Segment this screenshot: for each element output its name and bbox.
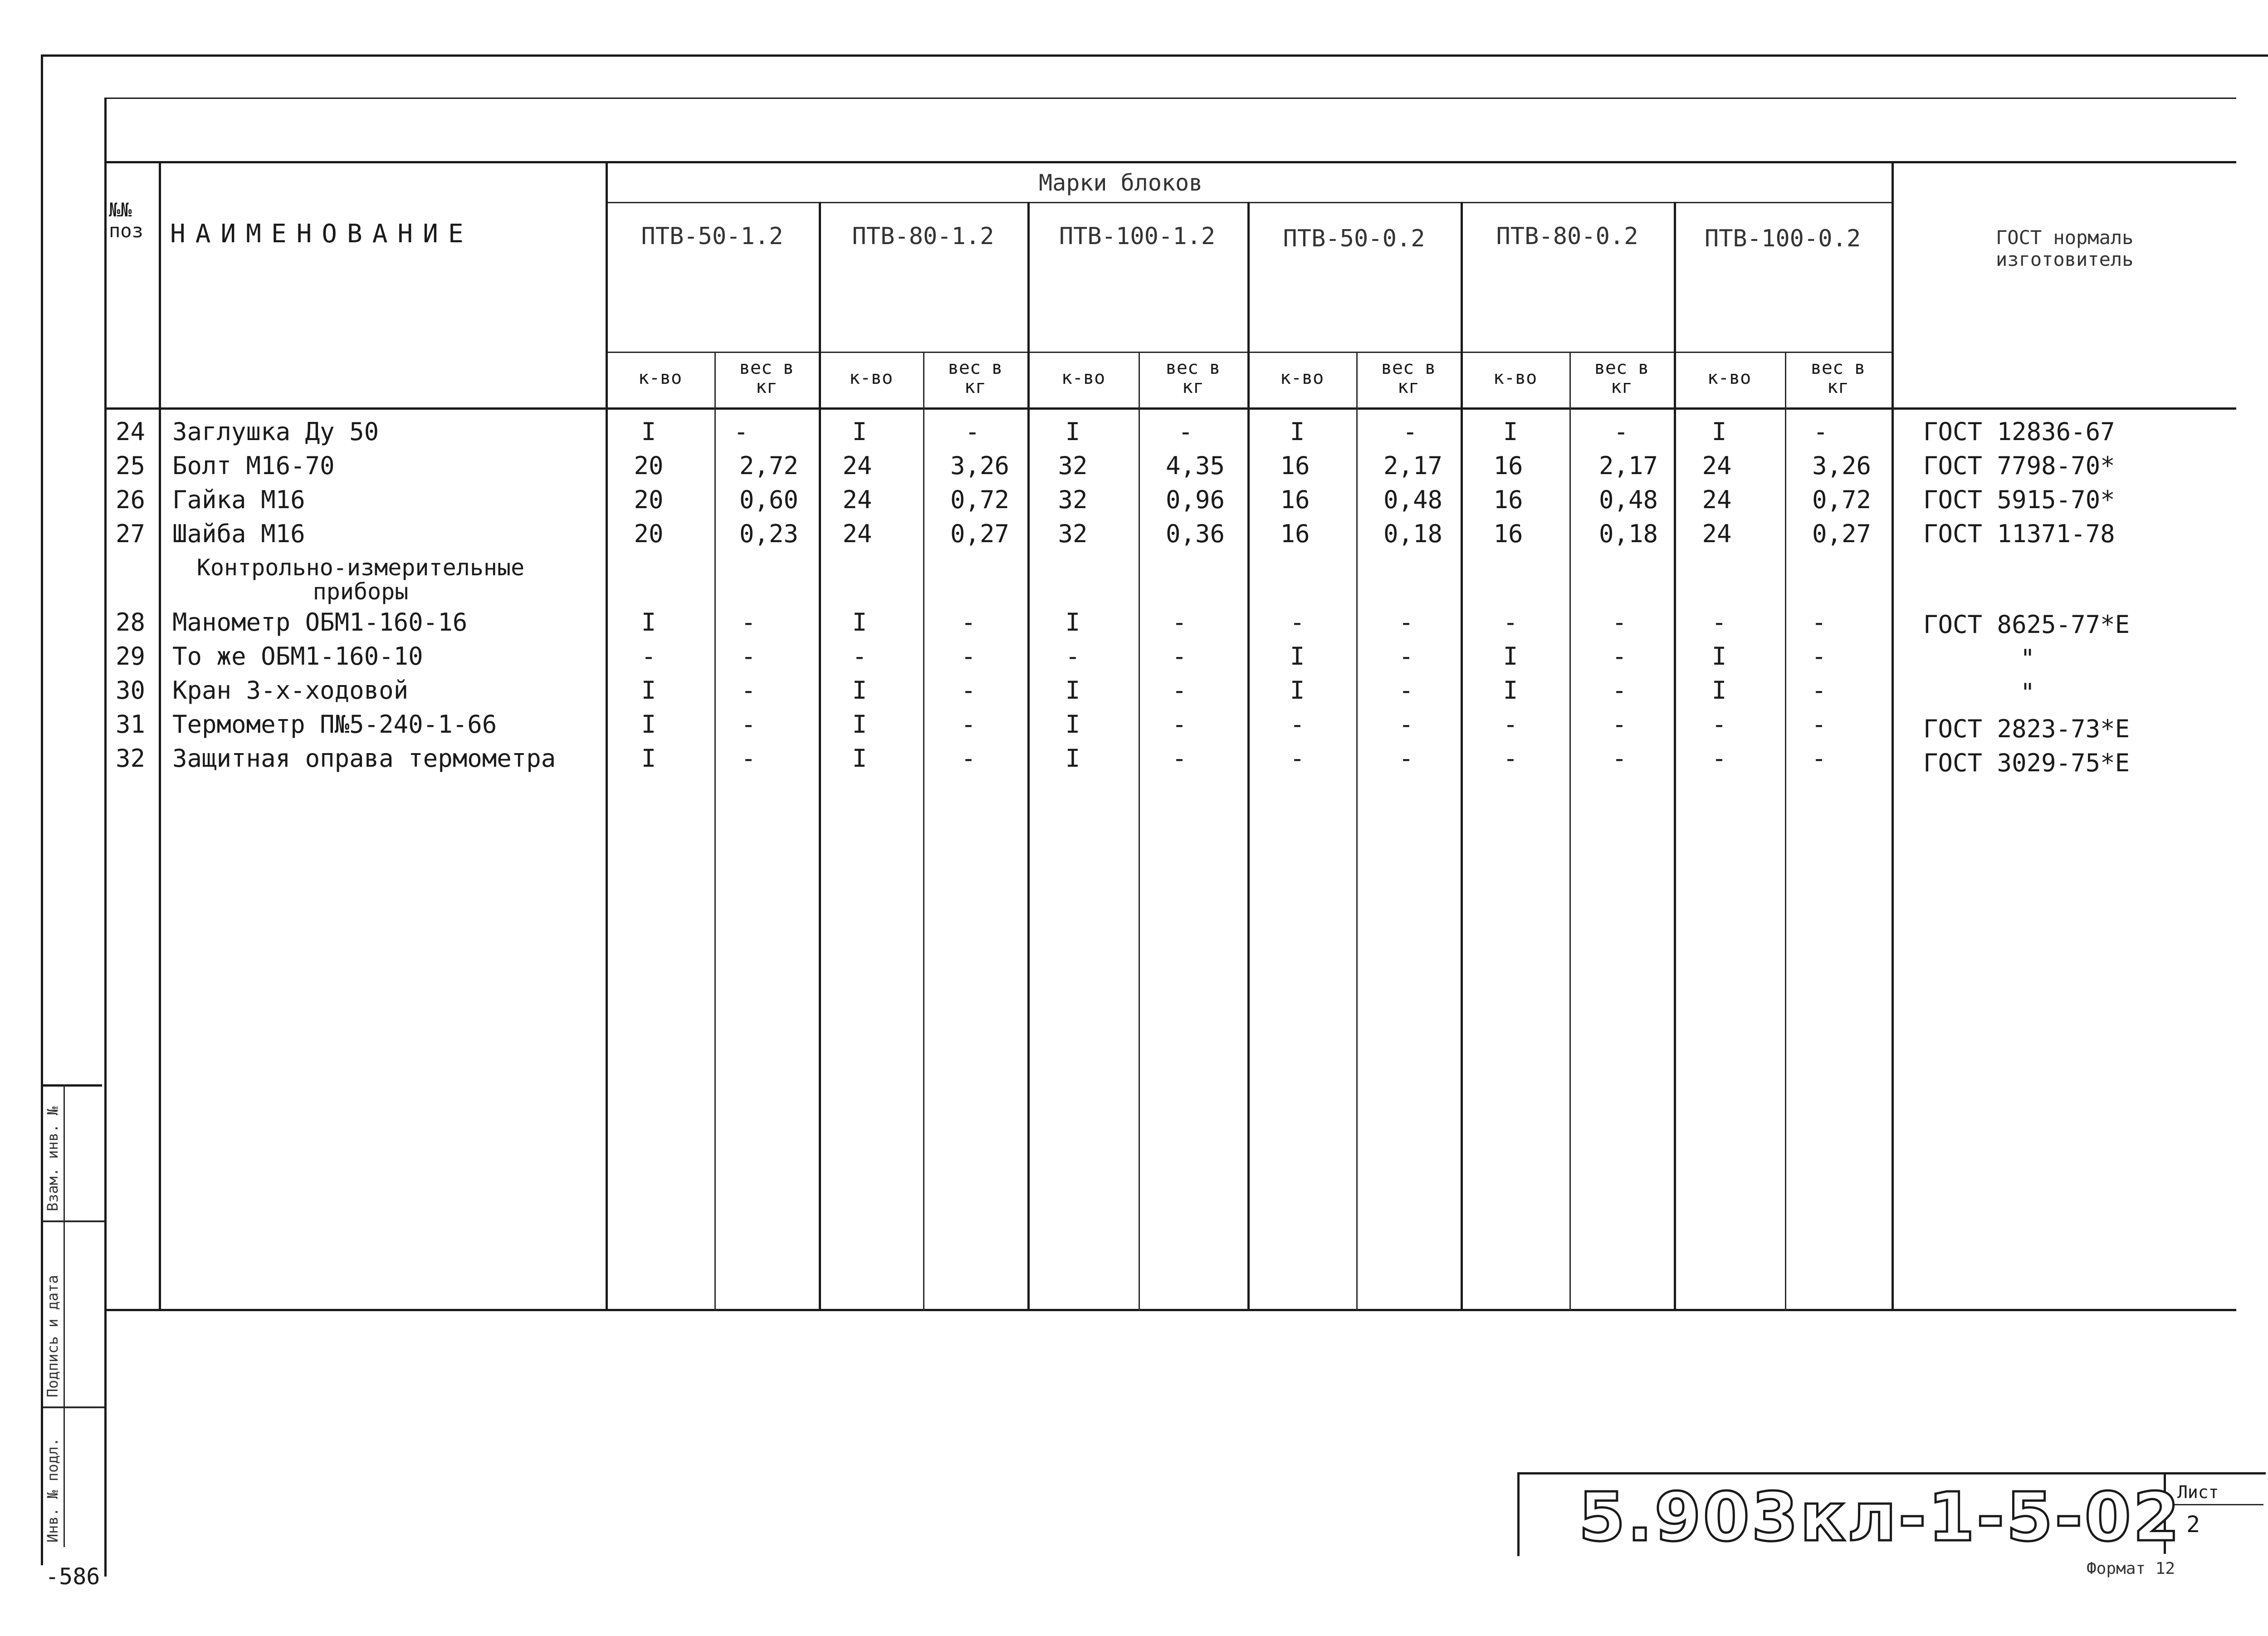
row-gost: ГОСТ 3029-75*Е bbox=[1923, 749, 2130, 777]
cell-weight-6: 0,72 bbox=[1812, 485, 1871, 514]
col-line-w1 bbox=[714, 352, 716, 1311]
qty-header-4: к-во bbox=[1280, 367, 1324, 388]
row-gost: ГОСТ 11371-78 bbox=[1923, 519, 2115, 548]
frame-top-line bbox=[41, 54, 2268, 57]
row-pos: 25 bbox=[116, 451, 146, 480]
row-name: Гайка М16 bbox=[172, 485, 305, 514]
cell-qty-3: I bbox=[1065, 744, 1080, 773]
cell-qty-4: I bbox=[1290, 417, 1305, 446]
cell-qty-1: I bbox=[641, 710, 656, 739]
cell-weight-5: - bbox=[1612, 710, 1627, 739]
mark-header-3: ПТВ-100-1.2 bbox=[1059, 223, 1216, 250]
cell-weight-3: - bbox=[1178, 417, 1193, 446]
cell-weight-2: - bbox=[961, 744, 976, 773]
cell-qty-4: - bbox=[1290, 710, 1305, 739]
col-line-pos bbox=[159, 161, 161, 1311]
row-pos: 28 bbox=[116, 608, 146, 637]
cell-weight-5: 0,48 bbox=[1598, 485, 1658, 514]
table-top-line bbox=[104, 161, 2236, 163]
cell-qty-1: 20 bbox=[634, 519, 664, 548]
cell-qty-2: 24 bbox=[842, 451, 872, 480]
pos-header: №№ поз bbox=[109, 199, 143, 242]
cell-weight-2: - bbox=[961, 710, 976, 739]
cell-qty-6: I bbox=[1711, 642, 1727, 671]
weight-header-2: вес в кг bbox=[948, 358, 1003, 397]
cell-weight-6: - bbox=[1813, 417, 1828, 446]
cell-qty-2: I bbox=[852, 417, 867, 446]
cell-qty-5: - bbox=[1503, 608, 1518, 637]
cell-qty-3: 32 bbox=[1058, 451, 1088, 480]
frame-inner-top-line bbox=[104, 98, 2236, 99]
cell-weight-5: - bbox=[1612, 676, 1627, 705]
weight-header-1: вес в кг bbox=[739, 358, 794, 397]
row-name: Манометр ОБМ1-160-16 bbox=[172, 608, 468, 637]
block-marks-header: Марки блоков bbox=[1039, 170, 1203, 196]
row-gost: ГОСТ 2823-73*Е bbox=[1923, 715, 2130, 743]
cell-qty-6: 24 bbox=[1702, 451, 1732, 480]
cell-weight-1: - bbox=[741, 676, 756, 705]
margin-column-line bbox=[64, 1084, 65, 1547]
row-pos: 29 bbox=[116, 642, 146, 671]
col-line-m3 bbox=[1027, 202, 1030, 1311]
cell-weight-3: 0,96 bbox=[1165, 485, 1225, 514]
cell-weight-4: - bbox=[1403, 417, 1418, 446]
row-name: То же ОБМ1-160-10 bbox=[172, 642, 423, 671]
cell-weight-2: - bbox=[961, 608, 976, 637]
cell-weight-4: - bbox=[1398, 676, 1414, 705]
cell-weight-3: 0,36 bbox=[1165, 519, 1225, 548]
cell-qty-1: I bbox=[641, 744, 656, 773]
cell-qty-2: I bbox=[852, 676, 867, 705]
mark-header-2: ПТВ-80-1.2 bbox=[852, 223, 994, 250]
col-line-m6 bbox=[1674, 202, 1676, 1311]
cell-weight-4: 2,17 bbox=[1383, 451, 1442, 480]
cell-weight-1: - bbox=[733, 417, 748, 446]
cell-weight-1: 0,23 bbox=[739, 519, 798, 548]
cell-weight-3: - bbox=[1172, 710, 1187, 739]
weight-header-6: вес в кг bbox=[1810, 358, 1866, 397]
row-pos: 27 bbox=[116, 519, 146, 548]
cell-qty-5: 16 bbox=[1493, 519, 1523, 548]
cell-qty-4: 16 bbox=[1280, 519, 1310, 548]
mark-header-4: ПТВ-50-0.2 bbox=[1283, 225, 1425, 252]
cell-weight-4: - bbox=[1398, 608, 1414, 637]
cell-qty-6: 24 bbox=[1702, 519, 1732, 548]
cell-qty-2: 24 bbox=[842, 485, 872, 514]
cell-weight-5: - bbox=[1613, 417, 1628, 446]
cell-qty-6: - bbox=[1711, 608, 1727, 637]
cell-weight-2: - bbox=[961, 676, 976, 705]
cell-weight-4: - bbox=[1398, 710, 1414, 739]
cell-weight-5: - bbox=[1612, 608, 1627, 637]
section-heading: Контрольно-измерительные приборы bbox=[196, 554, 525, 605]
cell-qty-3: 32 bbox=[1058, 485, 1088, 514]
cell-qty-6: I bbox=[1711, 417, 1727, 446]
cell-qty-5: I bbox=[1503, 676, 1518, 705]
cell-qty-3: 32 bbox=[1058, 519, 1088, 548]
row-name: Защитная оправа термометра bbox=[172, 744, 556, 773]
row-gost: " bbox=[2020, 678, 2035, 707]
cell-qty-6: 24 bbox=[1702, 485, 1732, 514]
sheet-label: Лист bbox=[2177, 1482, 2219, 1502]
cell-weight-3: - bbox=[1172, 744, 1187, 773]
cell-qty-3: I bbox=[1065, 676, 1080, 705]
row-name: Заглушка Ду 50 bbox=[172, 417, 379, 446]
cell-weight-4: 0,48 bbox=[1383, 485, 1442, 514]
frame-inner-left-line bbox=[104, 98, 107, 1577]
sheet-number: 2 bbox=[2186, 1511, 2200, 1538]
cell-weight-2: - bbox=[965, 417, 980, 446]
cell-weight-6: 3,26 bbox=[1812, 451, 1871, 480]
cell-qty-6: - bbox=[1711, 710, 1727, 739]
cell-qty-2: 24 bbox=[842, 519, 872, 548]
weight-header-5: вес в кг bbox=[1594, 358, 1649, 397]
weight-header-4: вес в кг bbox=[1381, 358, 1436, 397]
cell-weight-6: - bbox=[1811, 676, 1827, 705]
row-pos: 24 bbox=[116, 417, 146, 446]
row-pos: 26 bbox=[116, 485, 146, 514]
cell-qty-3: I bbox=[1065, 608, 1080, 637]
cell-weight-5: 0,18 bbox=[1598, 519, 1658, 548]
cell-weight-4: - bbox=[1398, 642, 1414, 671]
cell-weight-6: - bbox=[1811, 642, 1827, 671]
qty-header-2: к-во bbox=[849, 367, 893, 388]
cell-weight-1: - bbox=[741, 744, 756, 773]
header-bottom-line bbox=[104, 407, 2236, 410]
cell-weight-2: - bbox=[961, 642, 976, 671]
cell-weight-2: 0,27 bbox=[950, 519, 1009, 548]
cell-weight-3: 4,35 bbox=[1165, 451, 1225, 480]
margin-label-3: Инв. № подл. bbox=[44, 1437, 61, 1543]
col-line-m2 bbox=[819, 202, 821, 1311]
cell-qty-6: - bbox=[1711, 744, 1727, 773]
cell-qty-5: I bbox=[1503, 642, 1518, 671]
row-name: Болт М16-70 bbox=[172, 451, 335, 480]
col-line-name bbox=[606, 161, 608, 1311]
cell-weight-1: - bbox=[741, 642, 756, 671]
col-line-m4 bbox=[1247, 202, 1250, 1311]
cell-qty-4: - bbox=[1290, 608, 1305, 637]
format-label: Формат 12 bbox=[2087, 1559, 2175, 1578]
cell-weight-2: 0,72 bbox=[950, 485, 1009, 514]
cell-weight-3: - bbox=[1172, 676, 1187, 705]
cell-qty-5: 16 bbox=[1493, 451, 1523, 480]
weight-header-3: вес в кг bbox=[1165, 358, 1221, 397]
cell-weight-6: - bbox=[1811, 744, 1827, 773]
row-name: Термометр П№5-240-1-66 bbox=[172, 710, 497, 739]
row-pos: 30 bbox=[116, 676, 146, 705]
cell-weight-1: - bbox=[741, 710, 756, 739]
cell-weight-6: 0,27 bbox=[1812, 519, 1871, 548]
cell-qty-1: 20 bbox=[634, 485, 664, 514]
cell-weight-1: 2,72 bbox=[739, 451, 798, 480]
cell-qty-6: I bbox=[1711, 676, 1727, 705]
cell-weight-3: - bbox=[1172, 642, 1187, 671]
qty-header-3: к-во bbox=[1061, 367, 1105, 388]
cell-qty-2: I bbox=[852, 608, 867, 637]
col-line-w2 bbox=[923, 352, 924, 1311]
row-name: Шайба М16 bbox=[172, 519, 305, 548]
qty-header-5: к-во bbox=[1493, 367, 1537, 388]
cell-qty-5: - bbox=[1503, 710, 1518, 739]
row-pos: 32 bbox=[116, 744, 146, 773]
margin-label-2: Подпись и дата bbox=[44, 1275, 61, 1397]
col-line-w3 bbox=[1139, 352, 1140, 1311]
col-line-w5 bbox=[1569, 352, 1571, 1311]
cell-qty-5: I bbox=[1503, 417, 1518, 446]
cell-qty-1: - bbox=[641, 642, 656, 671]
cell-qty-5: 16 bbox=[1493, 485, 1523, 514]
cell-weight-5: - bbox=[1612, 744, 1627, 773]
document-code: 5.903кл-1-5-02 bbox=[1579, 1478, 2182, 1556]
margin-divider-1 bbox=[43, 1220, 104, 1222]
margin-divider-2 bbox=[43, 1406, 104, 1408]
cell-qty-1: 20 bbox=[634, 451, 664, 480]
name-header: НАИМЕНОВАНИЕ bbox=[170, 219, 474, 249]
mark-header-1: ПТВ-50-1.2 bbox=[641, 223, 783, 250]
cell-qty-2: I bbox=[852, 744, 867, 773]
cell-qty-4: - bbox=[1290, 744, 1305, 773]
row-gost: ГОСТ 5915-70* bbox=[1923, 485, 2115, 514]
group-under-line bbox=[608, 202, 1892, 203]
cell-weight-6: - bbox=[1811, 608, 1827, 637]
cell-weight-6: - bbox=[1811, 710, 1827, 739]
cell-qty-1: I bbox=[641, 608, 656, 637]
cell-weight-4: 0,18 bbox=[1383, 519, 1442, 548]
gost-header: ГОСТ нормаль изготовитель bbox=[1996, 226, 2134, 271]
margin-label-1: Взам. инв. № bbox=[44, 1106, 61, 1211]
row-gost: ГОСТ 7798-70* bbox=[1923, 451, 2115, 480]
cell-qty-3: I bbox=[1065, 710, 1080, 739]
mark-header-6: ПТВ-100-0.2 bbox=[1704, 225, 1861, 252]
qty-header-6: к-во bbox=[1707, 367, 1751, 388]
row-gost: ГОСТ 12836-67 bbox=[1923, 417, 2115, 446]
cell-qty-3: - bbox=[1065, 642, 1080, 671]
cell-weight-3: - bbox=[1172, 608, 1187, 637]
cell-weight-5: - bbox=[1612, 642, 1627, 671]
cell-qty-2: - bbox=[852, 642, 867, 671]
table-bottom-line bbox=[104, 1309, 2236, 1311]
row-gost: ГОСТ 8625-77*Е bbox=[1923, 610, 2130, 639]
cell-qty-4: I bbox=[1290, 676, 1305, 705]
cell-weight-2: 3,26 bbox=[950, 451, 1009, 480]
cell-qty-4: I bbox=[1290, 642, 1305, 671]
cell-weight-1: 0,60 bbox=[739, 485, 798, 514]
cell-qty-1: I bbox=[641, 676, 656, 705]
cell-weight-4: - bbox=[1398, 744, 1414, 773]
col-line-m5 bbox=[1461, 202, 1463, 1311]
col-line-w6 bbox=[1785, 352, 1786, 1311]
row-gost: " bbox=[2020, 644, 2035, 673]
col-line-gost bbox=[1892, 161, 1894, 1311]
row-name: Кран 3-х-ходовой bbox=[172, 676, 409, 705]
col-line-w4 bbox=[1356, 352, 1358, 1311]
subheader-top-line bbox=[608, 352, 1892, 353]
page-code: -586 bbox=[45, 1563, 100, 1590]
qty-header-1: к-во bbox=[638, 367, 682, 388]
cell-qty-3: I bbox=[1065, 417, 1080, 446]
cell-qty-4: 16 bbox=[1280, 451, 1310, 480]
row-pos: 31 bbox=[116, 710, 146, 739]
cell-weight-1: - bbox=[741, 608, 756, 637]
cell-qty-2: I bbox=[852, 710, 867, 739]
cell-qty-5: - bbox=[1503, 744, 1518, 773]
cell-qty-4: 16 bbox=[1280, 485, 1310, 514]
cell-weight-5: 2,17 bbox=[1598, 451, 1658, 480]
cell-qty-1: I bbox=[641, 417, 656, 446]
mark-header-5: ПТВ-80-0.2 bbox=[1496, 223, 1638, 250]
